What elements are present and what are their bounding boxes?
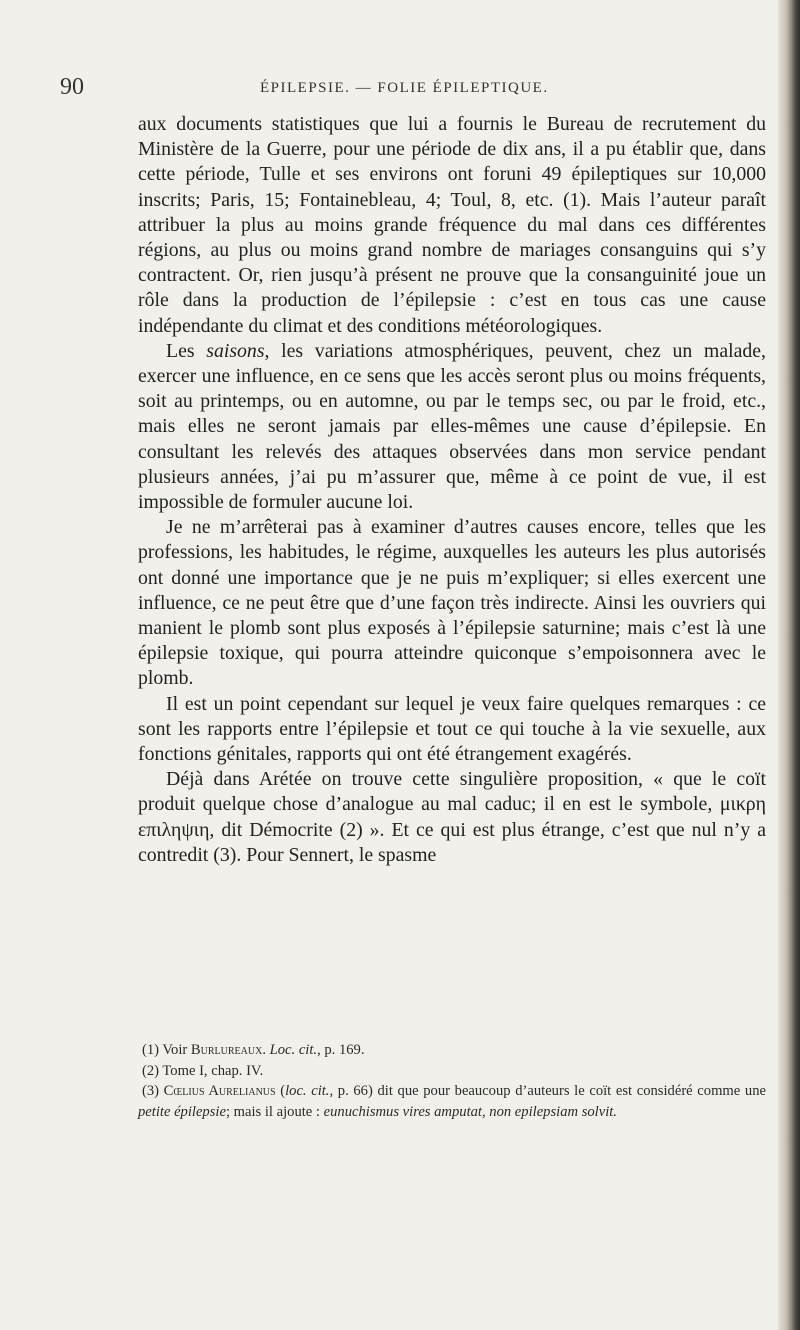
- text-run: (2) Tome I, chap. IV.: [142, 1062, 264, 1079]
- footnote: [138, 1040, 766, 1061]
- footnote: [138, 1061, 766, 1082]
- text-run: , les variations atmosphériques, peuvent, chez un malade, exercer une influence, en ce sens que les accès seront plus ou moins fréquents, soit au printemps, ou en automne, ou par le temps sec, ou par le froid, etc., mais elles ne seront jamais par elles-mêmes une cause d’épilepsie. En consultant les relevés des attaques observées dans mon service pendant plusieurs années, j’ai pu m’assurer que, même à ce point de vue, il est impossible de formuler aucune loi.: [138, 339, 766, 514]
- text-run: , p. 169.: [317, 1042, 365, 1058]
- text-run: (1) Voir: [142, 1042, 191, 1058]
- text-run: , p. 66) dit que pour beaucoup d’auteurs le coït est considéré comme une: [329, 1083, 766, 1099]
- text-run: .: [262, 1042, 270, 1058]
- text-run: (3): [142, 1083, 164, 1099]
- italic-text: loc. cit.: [285, 1083, 330, 1099]
- text-run: Je ne m’arrêterai pas à examiner d’autres causes encore, telles que les professions, les habitudes, le régime, auxquelles les auteurs les plus autorisés ont donné une importance que je ne puis m’expliquer; si elles exercent une influence, ce ne peut être que d’une façon très indirecte. Ainsi les ouvriers qui manient le plomb sont plus exposés à l’épilepsie saturnine; mais c’est là une épilepsie toxique, qui pourra atteindre quiconque s’empoisonnera avec le plomb.: [138, 516, 766, 690]
- author-name: Cœlius Aurelianus: [163, 1083, 276, 1099]
- text-run: Il est un point cependant sur lequel je veux faire quelques remarques : ce sont les rapports entre l’épilepsie et tout ce qui touche à la vie sexuelle, aux fonctions génitales, rapports qui ont été étrangement exagérés.: [138, 692, 766, 766]
- running-head: ÉPILEPSIE. — FOLIE ÉPILEPTIQUE.: [260, 80, 549, 96]
- text-run: aux documents statistiques que lui a fournis le Bureau de recrutement du Ministère de la Guerre, pour une période de dix ans, il a pu établir que, dans cette période, Tulle et ses environs ont foruni 49 épileptiques sur 10,000 inscrits; Paris, 15; Fontainebleau, 4; Toul, 8, etc. (1). Mais l’auteur paraît attribuer la plus au moins grande fréquence du mal dans ces différentes régions, au plus ou moins grand nombre de mariages consanguins qui s’y contractent. Or, rien jusqu’à présent ne prouve que la consanguinité joue un rôle dans la production de l’épilepsie : c’est en tous cas une cause indépendante du climat et des conditions météorologiques.: [138, 113, 766, 337]
- page-header: [60, 74, 760, 102]
- paragraph: [138, 339, 766, 515]
- italic-text: eunuchismus vires amputat, non epilepsiam solvit.: [323, 1103, 617, 1120]
- italic-text: Loc. cit.: [269, 1042, 318, 1058]
- paragraph: [138, 515, 766, 691]
- italic-text: petite épilepsie: [138, 1103, 226, 1120]
- footnotes: [138, 1040, 766, 1122]
- footnote: [138, 1081, 766, 1122]
- page-edge-shadow: [778, 0, 800, 1330]
- page-number: 90: [60, 74, 84, 100]
- paragraph: [138, 112, 766, 339]
- author-name: Burlureaux: [190, 1042, 263, 1058]
- italic-text: saisons: [206, 339, 265, 362]
- text-run: Les: [166, 339, 207, 362]
- text-run: Déjà dans Arétée on trouve cette singulière proposition, « que le coït produit quelque chose d’analogue au mal caduc; il en est le symbole, μικρη επιληψιη, dit Démocrite (2) ». Et ce qui est plus étrange, c’est que nul n’y a contredit (3). Pour Sennert, le spasme: [138, 768, 766, 866]
- main-text: [138, 112, 766, 868]
- paragraph: [138, 692, 766, 768]
- text-run: (: [275, 1083, 286, 1099]
- text-run: ; mais il ajoute :: [225, 1103, 324, 1120]
- paragraph: [138, 767, 766, 868]
